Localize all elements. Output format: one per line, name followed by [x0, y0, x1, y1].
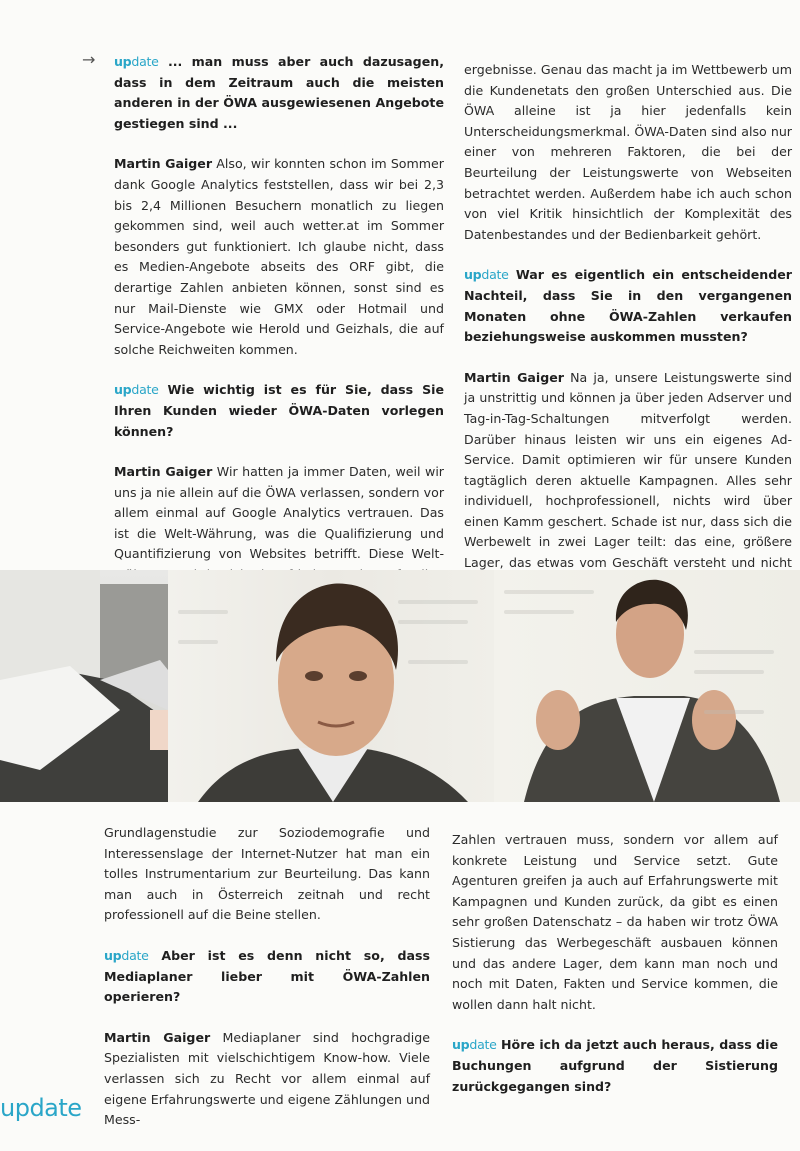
brand-logo: update	[114, 54, 159, 69]
speaker-name: Martin Gaiger	[114, 156, 213, 172]
question-2: update Wie wichtig ist es für Sie, dass Sie Ihren Kunden wieder ÖWA-Daten vorlegen können?	[114, 382, 444, 439]
column-3	[104, 823, 430, 1151]
answer-2: Martin Gaiger Wir hatten ja immer Daten, weil wir uns ja nie allein auf die ÖWA verlassen, sondern vor allem einmal auf Google Analytics vertrauen. Das ist die Welt-Währung, was die Qualifizierung und Quantifizierung von Websites betrifft. Diese Welt-	[114, 464, 444, 562]
answer-3-continued: Zahlen vertrauen muss, sondern vor allem auf konkrete Leistung und Service setzt. Gute Agenturen greifen ja auch auf Erfahrungswerte mit Kampagnen und Kunden zurück, da gibt es einen sehr großen Datenschatz – da haben wir trotz ÖWA Sistierung das Werbegeschäft ausbauen können und das andere Lager, dem kann man noch und noch mit Daten, Fakten und Service kommen, die wollen dann halt nicht.	[452, 832, 778, 1012]
question-4: update Aber ist es denn nicht so, dass Mediaplaner lieber mit ÖWA-Zahlen operieren?	[104, 947, 430, 1005]
background-text	[168, 570, 494, 802]
speaker-name: Martin Gaiger	[114, 464, 213, 480]
speaker-name: Martin Gaiger	[464, 369, 564, 385]
photo-portrait-1	[168, 570, 494, 802]
photo-documents-image	[0, 570, 168, 802]
answer-3: Martin Gaiger Na ja, unsere Leistungswerte sind ja unstrittig und können ja über jeden Adserver und Tag-in-Tag-Schaltungen mitverfolgt werden. Darüber hinaus leisten wir uns ein eigenes Ad-Service. Damit optimieren wir für unsere Kunden tagtäglich deren aktuelle Kampagnen. Alles sehr individuell, hochprofessionell, nichts wird über einen Kamm geschert. Schade ist nur, dass sich die Werbewelt in zwei Lager teilt: das eine, größere Lager, das etwas vom Geschäft versteht und nicht	[464, 369, 792, 571]
answer-1: Martin Gaiger Also, wir konnten schon im Sommer dank Google Analytics feststellen, dass wir bei 2,3 bis 2,4 Millionen Besuchern monatlich zu liegen gekommen sind, weil auch wetter.at im Sommer besonders gut funktioniert. Ich glaube nicht, dass es Medien-Angebote abseits des ORF gibt, die derartige Zahlen anbieten können, sonst sind es nur Mail-Dienste wie GMX oder Hotmail und Service-Angebote wie Herold und Geizhals, die auf solche Reichweiten kommen.	[114, 156, 444, 357]
column-4	[452, 830, 778, 1117]
speaker-name: Martin Gaiger	[104, 1029, 211, 1045]
photo-portrait-2	[494, 570, 800, 802]
column-1	[114, 52, 444, 647]
footer-brand-logo: update	[0, 1094, 82, 1122]
column-2	[464, 60, 792, 614]
answer-2-continued: ergebnisse. Genau das macht ja im Wettbewerb um die Kundenetats den großen Unterschied aus. Die ÖWA alleine ist ja hier jedenfalls kein Unterscheidungsmerkmal. ÖWA-Daten sind also nur einer von mehreren Faktoren, die bei der Beurteilung der Leistungswerte von Webseiten betrachtet werden. Außerdem habe ich auch schon von viel Kritik hinsichtlich der Komplexität des Datenbestandes und der Bedienbarkeit gehört.	[464, 62, 792, 242]
brand-logo: update	[104, 947, 149, 963]
answer-4: Martin Gaiger Mediaplaner sind hochgradige Spezialisten mit vielschichtigem Know-how. Viele verlassen sich zu Recht vor allem einmal auf eigene Erfahrungswerte und eigene Zählungen und Mess-	[104, 1029, 430, 1128]
brand-logo: update	[114, 382, 159, 398]
question-3: update War es eigentlich ein entscheidender Nachteil, dass Sie in den vergangenen Monaten ohne ÖWA-Zahlen verkaufen beziehungsweise auskommen mussten?	[464, 267, 792, 345]
arrow-icon: →	[82, 50, 96, 69]
photo-band	[0, 570, 800, 802]
question-5: update Höre ich da jetzt auch heraus, dass die Buchungen aufgrund der Sistierung zurückgegangen sind?	[452, 1037, 778, 1094]
question-1: update ... man muss aber auch dazusagen, dass in dem Zeitraum auch die meisten anderen in der ÖWA ausgewiesenen Angebote gestiegen sind ...	[114, 54, 444, 131]
brand-logo: update	[464, 267, 509, 283]
answer-continued: Grundlagenstudie zur Soziodemografie und Interessenslage der Internet-Nutzer hat man ein tolles Instrumentarium zur Beurteilung. Das kann man auch in Österreich zeitnah und recht professionell auf die Beine stellen.	[104, 825, 430, 923]
background-text	[494, 570, 800, 802]
photo-documents	[0, 570, 168, 802]
brand-logo: update	[452, 1037, 497, 1053]
